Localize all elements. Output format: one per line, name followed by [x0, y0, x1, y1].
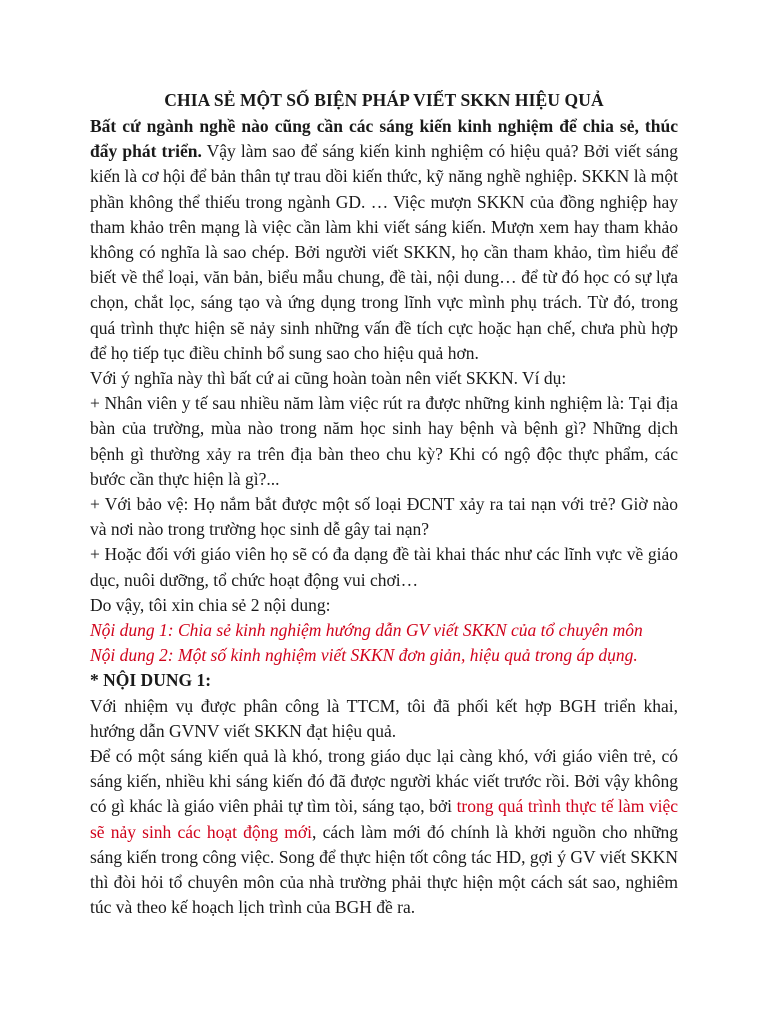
task-paragraph: Với nhiệm vụ được phân công là TTCM, tôi đã phối kết hợp BGH triển khai, hướng dẫn GVNV viết SKKN đạt hiệu quả.	[90, 695, 678, 741]
meaning-paragraph: Với ý nghĩa này thì bất cứ ai cũng hoàn toàn nên viết SKKN. Ví dụ:	[90, 368, 567, 389]
document-title: CHIA SẺ MỘT SỐ BIỆN PHÁP VIẾT SKKN HIỆU QUẢ	[164, 90, 604, 110]
section-heading-1: * NỘI DUNG 1:	[90, 670, 212, 691]
content-1-line: Nội dung 1: Chia sẻ kinh nghiệm hướng dẫn GV viết SKKN của tổ chuyên môn	[90, 620, 643, 641]
intro-rest: Vậy làm sao để sáng kiến kinh nghiệm có hiệu quả? Bởi viết sáng kiến là cơ hội để bản thân tự trau dồi kiến thức, kỹ năng nghề nghiệp. SKKN là một phần không thể thiếu trong ngành GD. … Việc mượn SKKN của đồng nghiệp hay tham khảo trên mạng là việc cần làm khi viết sáng kiến. Mượn xem hay tham khảo không có nghĩa là sao chép. Bởi người viết SKKN, họ cần tham khảo, tìm hiểu để biết về thể loại, văn bản, biểu mẫu chung, đề tài, nội dung… để từ đó học có sự lựa chọn, chắt lọc, sáng tạo và ứng dụng trong lĩnh vực mình phụ trách. Từ đó, trong quá trình thực hiện sẽ nảy sinh những vấn đề tích cực hoặc hạn chế, chưa phù hợp để họ tiếp tục điều chỉnh bổ sung sao cho hiệu quả hơn.	[90, 141, 678, 363]
example-item: + Với bảo vệ: Họ nắm bắt được một số loại ĐCNT xảy ra tai nạn với trẻ? Giờ nào và nơi nào trong trường học sinh dễ gây tai nạn?	[90, 494, 678, 540]
intro-paragraph	[90, 114, 678, 366]
share-paragraph: Do vậy, tôi xin chia sẻ 2 nội dung:	[90, 594, 331, 615]
last-paragraph-part-b: , cách làm mới đó chính là khởi nguồn cho những sáng kiến trong công việc. Song để thực hiện tốt công tác HD, gợi ý GV viết SKKN thì đòi hỏi tổ chuyên môn của nhà trường phải thực hiện một cách sát sao, nghiêm túc và theo kế hoạch lịch trình của BGH đề ra.	[90, 821, 678, 918]
content-2-line: Nội dung 2: Một số kinh nghiệm viết SKKN đơn giản, hiệu quả trong áp dụng.	[90, 645, 638, 666]
example-item: + Nhân viên y tế sau nhiều năm làm việc rút ra được những kinh nghiệm là: Tại địa bàn của trường, mùa nào trong năm học sinh hay bệnh và bệnh gì? Những dịch bệnh gì thường xảy ra trên địa bàn theo chu kỳ? Khi có ngộ độc thực phẩm, các bước cần thực hiện là gì?...	[90, 393, 678, 489]
example-item: + Hoặc đối với giáo viên họ sẽ có đa dạng đề tài khai thác như các lĩnh vực về giáo dục, nuôi dưỡng, tổ chức hoạt động vui chơi…	[90, 544, 678, 590]
last-paragraph	[90, 744, 678, 920]
last-paragraph-highlight: trong quá trình thực tế làm việc sẽ nảy sinh các hoạt động mới	[90, 796, 678, 842]
intro-bold-sentence: Bất cứ ngành nghề nào cũng cần các sáng kiến kinh nghiệm để chia sẻ, thúc đẩy phát triển.	[90, 116, 678, 162]
last-paragraph-part-a: Để có một sáng kiến quả là khó, trong giáo dục lại càng khó, với giáo viên trẻ, có sáng kiến, nhiều khi sáng kiến đó đã được người khác viết trước rồi. Bởi vậy không có gì khác là giáo viên phải tự tìm tòi, sáng tạo, bởi	[90, 746, 678, 817]
